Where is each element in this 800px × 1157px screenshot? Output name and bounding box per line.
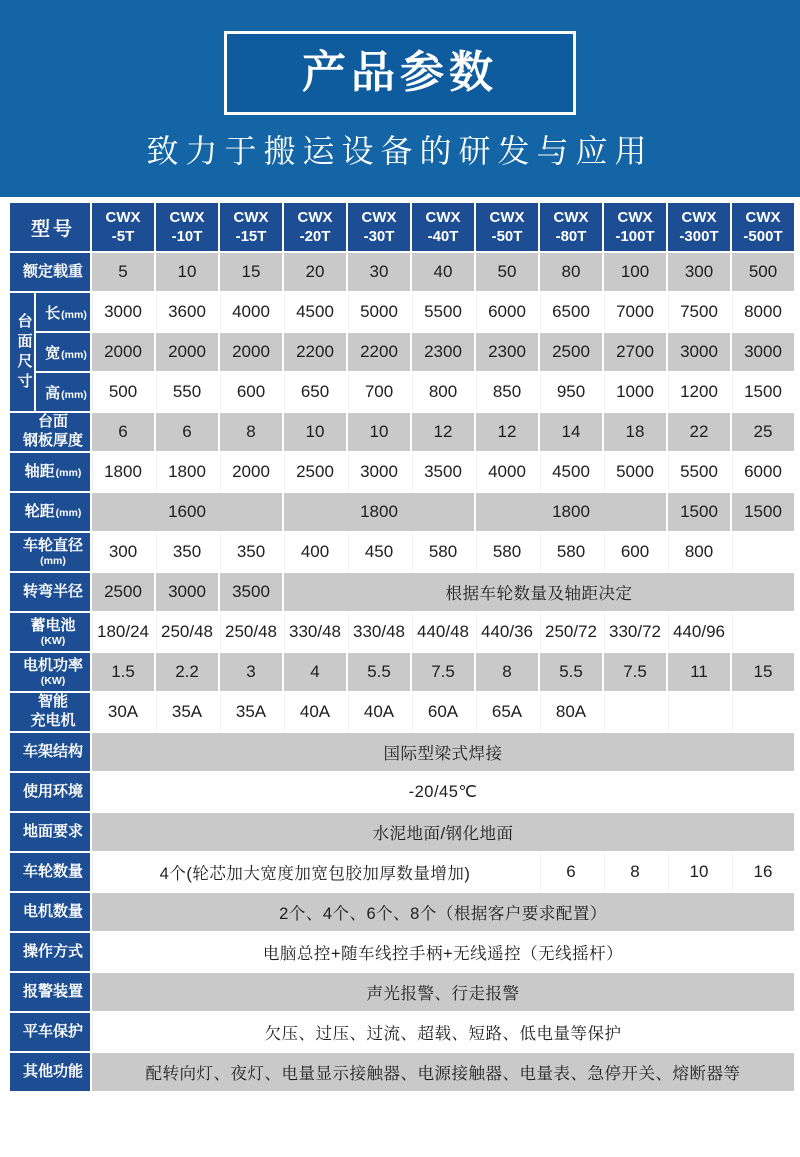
row-label-text xyxy=(16,263,90,282)
spec-cell: 3000 xyxy=(156,573,218,611)
spec-cell: 2000 xyxy=(220,333,282,371)
spec-cell: 12 xyxy=(412,413,474,451)
spec-cell: 4000 xyxy=(220,293,282,331)
table-row xyxy=(10,453,794,491)
spec-cell: 水泥地面/钢化地面 xyxy=(92,813,794,851)
spec-cell: 6000 xyxy=(476,293,538,331)
spec-cell: 2300 xyxy=(412,333,474,371)
row-label-line: 长(mm) xyxy=(45,304,87,322)
row-label-text xyxy=(16,783,90,802)
row-label-line: 车轮数量 xyxy=(23,862,84,880)
model-name-line2: -500T xyxy=(743,228,783,245)
spec-cell: 2000 xyxy=(220,453,282,491)
spec-cell: 350 xyxy=(156,533,218,571)
spec-cell: 800 xyxy=(668,533,730,571)
row-label-line: 额定载重 xyxy=(23,262,84,280)
spec-cell: 10 xyxy=(348,413,410,451)
spec-cell: 1.5 xyxy=(92,653,154,691)
spec-cell: 8000 xyxy=(732,293,794,331)
row-label-line: 蓄电池 xyxy=(30,616,76,634)
row-label xyxy=(10,413,90,451)
row-label-text xyxy=(16,537,90,567)
spec-cell: 650 xyxy=(284,373,346,411)
spec-cell: 330/72 xyxy=(604,613,666,651)
row-label-line: 智能 xyxy=(38,693,69,711)
spec-cell: 1800 xyxy=(92,453,154,491)
row-label-text xyxy=(16,1023,90,1042)
spec-cell: 5.5 xyxy=(348,653,410,691)
model-name-line2: -50T xyxy=(491,228,523,245)
table-row xyxy=(10,293,794,331)
row-label-text xyxy=(16,863,90,882)
spec-cell: 1800 xyxy=(284,493,474,531)
spec-cell: 7500 xyxy=(668,293,730,331)
spec-cell: 35A xyxy=(220,693,282,731)
row-label-line: 转弯半径 xyxy=(23,582,84,600)
model-name-line1: CWX xyxy=(169,208,205,226)
spec-cell: 500 xyxy=(92,373,154,411)
row-label xyxy=(10,893,90,931)
model-name-line1: CWX xyxy=(233,208,269,226)
row-label-line: 平车保护 xyxy=(23,1022,84,1040)
model-name-line1: CWX xyxy=(553,208,589,226)
row-label-unit: (KW) xyxy=(40,634,66,647)
spec-cell: 350 xyxy=(220,533,282,571)
spec-cell: 2200 xyxy=(348,333,410,371)
spec-cell: 2300 xyxy=(476,333,538,371)
spec-cell: 580 xyxy=(412,533,474,571)
spec-cell: 40A xyxy=(284,693,346,731)
row-label xyxy=(10,973,90,1011)
spec-cell: 3500 xyxy=(412,453,474,491)
spec-cell: 30 xyxy=(348,253,410,291)
row-label xyxy=(10,733,90,771)
spec-table xyxy=(8,201,796,1093)
row-label-text xyxy=(42,302,90,323)
table-row xyxy=(10,493,794,531)
spec-cell: 250/48 xyxy=(220,613,282,651)
spec-cell: 300 xyxy=(92,533,154,571)
spec-cell: 2个、4个、6个、8个（根据客户要求配置） xyxy=(92,893,794,931)
spec-cell: 8 xyxy=(220,413,282,451)
table-row xyxy=(10,853,794,891)
row-label xyxy=(10,1053,90,1091)
group-label-text xyxy=(16,312,34,393)
table-row xyxy=(10,373,794,411)
spec-cell: 1800 xyxy=(476,493,666,531)
banner-subtitle: 致力于搬运设备的研发与应用 xyxy=(146,133,654,169)
spec-cell: 950 xyxy=(540,373,602,411)
spec-cell: 14 xyxy=(540,413,602,451)
model-header xyxy=(476,203,538,251)
model-header xyxy=(284,203,346,251)
spec-cell: 根据车轮数量及轴距决定 xyxy=(284,573,794,611)
spec-cell: 330/48 xyxy=(348,613,410,651)
spec-cell: 电脑总控+随车线控手柄+无线遥控（无线摇杆） xyxy=(92,933,794,971)
spec-cell: 35A xyxy=(156,693,218,731)
spec-cell: 4 xyxy=(284,653,346,691)
model-name-line2: -20T xyxy=(299,228,331,245)
row-label-line: 使用环境 xyxy=(23,782,84,800)
spec-cell: 8 xyxy=(476,653,538,691)
model-name-line1: CWX xyxy=(361,208,397,226)
spec-cell xyxy=(732,693,794,731)
model-header xyxy=(668,203,730,251)
spec-cell: 450 xyxy=(348,533,410,571)
model-name-line2: -100T xyxy=(615,228,655,245)
spec-cell: 440/96 xyxy=(668,613,730,651)
table-row xyxy=(10,733,794,771)
row-label-line: 宽(mm) xyxy=(45,344,87,362)
row-label-text xyxy=(16,463,90,482)
table-row xyxy=(10,533,794,571)
spec-cell: 15 xyxy=(220,253,282,291)
row-label-line: 车架结构 xyxy=(23,742,84,760)
spec-cell: 3000 xyxy=(732,333,794,371)
spec-cell: 65A xyxy=(476,693,538,731)
model-name-line2: -300T xyxy=(679,228,719,245)
spec-cell: 700 xyxy=(348,373,410,411)
row-label-text xyxy=(16,503,90,522)
spec-cell: 2.2 xyxy=(156,653,218,691)
spec-cell: 4500 xyxy=(284,293,346,331)
spec-cell: 3 xyxy=(220,653,282,691)
model-name-line1: CWX xyxy=(745,208,781,226)
spec-cell: 6 xyxy=(92,413,154,451)
row-label-text xyxy=(16,903,90,922)
spec-cell: 2700 xyxy=(604,333,666,371)
model-name-line2: -80T xyxy=(555,228,587,245)
row-label-line: 电机功率 xyxy=(23,656,84,674)
spec-cell: 6000 xyxy=(732,453,794,491)
spec-cell xyxy=(732,533,794,571)
model-name-line2: -30T xyxy=(363,228,395,245)
model-name-line2: -40T xyxy=(427,228,459,245)
model-header xyxy=(412,203,474,251)
model-name-line1: CWX xyxy=(617,208,653,226)
spec-cell: 250/48 xyxy=(156,613,218,651)
spec-cell: 18 xyxy=(604,413,666,451)
spec-cell: 15 xyxy=(732,653,794,691)
spec-cell: 5500 xyxy=(668,453,730,491)
spec-cell: 300 xyxy=(668,253,730,291)
model-header xyxy=(540,203,602,251)
spec-cell: 7.5 xyxy=(412,653,474,691)
table-wrapper xyxy=(0,197,800,1093)
model-name-line2: -10T xyxy=(171,228,203,245)
spec-cell: 80 xyxy=(540,253,602,291)
spec-cell: 40 xyxy=(412,253,474,291)
header-row xyxy=(10,203,794,251)
row-label-line: 车轮直径 xyxy=(23,536,84,554)
table-row xyxy=(10,893,794,931)
row-label-line: 操作方式 xyxy=(23,942,84,960)
spec-cell: 1200 xyxy=(668,373,730,411)
table-row xyxy=(10,1013,794,1051)
table-row xyxy=(10,693,794,731)
spec-cell: 5000 xyxy=(348,293,410,331)
spec-cell: 2000 xyxy=(92,333,154,371)
model-name-line1: CWX xyxy=(681,208,717,226)
page-title: 产品参数 xyxy=(302,48,498,97)
model-name-line2: -15T xyxy=(235,228,267,245)
table-row xyxy=(10,773,794,811)
model-header xyxy=(732,203,794,251)
spec-cell xyxy=(668,693,730,731)
spec-cell: 2500 xyxy=(540,333,602,371)
row-label xyxy=(10,933,90,971)
table-row xyxy=(10,613,794,651)
row-label-text xyxy=(16,693,90,731)
row-label-line: 其他功能 xyxy=(23,1062,84,1080)
row-label-line: 台面 xyxy=(38,413,69,431)
row-label xyxy=(10,613,90,651)
row-label xyxy=(36,293,90,331)
spec-cell: 12 xyxy=(476,413,538,451)
spec-cell: 1500 xyxy=(732,493,794,531)
table-row xyxy=(10,573,794,611)
spec-cell: 550 xyxy=(156,373,218,411)
table-row xyxy=(10,333,794,371)
table-row xyxy=(10,253,794,291)
group-label-char: 台 xyxy=(17,312,33,330)
group-label xyxy=(10,293,34,411)
row-label-line: 报警装置 xyxy=(23,982,84,1000)
spec-cell: 250/72 xyxy=(540,613,602,651)
row-label-line: 钢板厚度 xyxy=(23,432,84,449)
spec-cell: 850 xyxy=(476,373,538,411)
spec-cell: 50 xyxy=(476,253,538,291)
spec-cell: 16 xyxy=(732,853,794,891)
row-label-line: 充电机 xyxy=(30,712,76,729)
spec-cell: 4000 xyxy=(476,453,538,491)
spec-cell: 30A xyxy=(92,693,154,731)
spec-cell: 440/36 xyxy=(476,613,538,651)
row-label-text xyxy=(16,1063,90,1082)
spec-cell: 10 xyxy=(156,253,218,291)
spec-cell: 400 xyxy=(284,533,346,571)
model-header xyxy=(604,203,666,251)
group-label-char: 尺 xyxy=(17,353,33,370)
row-label-line: 地面要求 xyxy=(23,822,84,840)
model-header xyxy=(220,203,282,251)
row-label xyxy=(36,333,90,371)
row-label-unit: (mm) xyxy=(40,554,66,567)
spec-cell: -20/45℃ xyxy=(92,773,794,811)
spec-cell: 5000 xyxy=(604,453,666,491)
row-label-text xyxy=(16,823,90,842)
table-row xyxy=(10,813,794,851)
row-label-line: 电机数量 xyxy=(23,902,84,920)
row-label-text xyxy=(42,342,90,363)
title-box xyxy=(224,31,576,115)
table-row xyxy=(10,1053,794,1091)
spec-cell: 声光报警、行走报警 xyxy=(92,973,794,1011)
row-label xyxy=(10,453,90,491)
row-label xyxy=(10,533,90,571)
row-label-text xyxy=(16,743,90,762)
row-label-text xyxy=(16,413,90,451)
spec-cell: 4个(轮芯加大宽度加宽包胶加厚数量增加) xyxy=(92,853,538,891)
spec-cell: 330/48 xyxy=(284,613,346,651)
row-label xyxy=(10,1013,90,1051)
row-label-unit: (mm) xyxy=(61,348,87,361)
model-header xyxy=(348,203,410,251)
spec-cell: 3500 xyxy=(220,573,282,611)
group-label-char: 寸 xyxy=(17,373,33,391)
table-row xyxy=(10,413,794,451)
model-name-line1: CWX xyxy=(489,208,525,226)
row-label-line: 高(mm) xyxy=(45,384,87,402)
model-name-line1: CWX xyxy=(105,208,141,226)
spec-cell: 4500 xyxy=(540,453,602,491)
spec-cell: 80A xyxy=(540,693,602,731)
table-row xyxy=(10,973,794,1011)
spec-cell: 5.5 xyxy=(540,653,602,691)
spec-cell: 580 xyxy=(476,533,538,571)
spec-cell: 3000 xyxy=(348,453,410,491)
spec-cell: 2500 xyxy=(92,573,154,611)
row-label xyxy=(10,853,90,891)
spec-cell: 国际型梁式焊接 xyxy=(92,733,794,771)
spec-cell: 440/48 xyxy=(412,613,474,651)
row-label-text xyxy=(16,583,90,602)
spec-cell: 3600 xyxy=(156,293,218,331)
table-body xyxy=(10,253,794,1091)
row-label-unit: (KW) xyxy=(40,674,66,687)
spec-cell: 180/24 xyxy=(92,613,154,651)
model-name-line1: CWX xyxy=(425,208,461,226)
spec-cell: 7000 xyxy=(604,293,666,331)
spec-cell: 7.5 xyxy=(604,653,666,691)
spec-cell: 6 xyxy=(156,413,218,451)
row-label-line: 轮距(mm) xyxy=(24,502,82,520)
model-column-label-text: 型号 xyxy=(31,218,76,240)
row-label xyxy=(10,693,90,731)
spec-cell: 11 xyxy=(668,653,730,691)
spec-cell: 3000 xyxy=(668,333,730,371)
model-header xyxy=(156,203,218,251)
row-label-text xyxy=(16,983,90,1002)
spec-cell: 10 xyxy=(668,853,730,891)
row-label-text xyxy=(16,657,90,687)
row-label-text xyxy=(16,943,90,962)
spec-cell: 800 xyxy=(412,373,474,411)
spec-cell: 6500 xyxy=(540,293,602,331)
row-label xyxy=(10,773,90,811)
row-label-unit: (mm) xyxy=(55,466,82,479)
spec-cell: 8 xyxy=(604,853,666,891)
spec-cell: 5500 xyxy=(412,293,474,331)
model-column-label xyxy=(10,203,90,251)
spec-cell: 1500 xyxy=(668,493,730,531)
row-label-unit: (mm) xyxy=(55,506,82,519)
spec-cell: 10 xyxy=(284,413,346,451)
row-label xyxy=(10,813,90,851)
spec-cell: 20 xyxy=(284,253,346,291)
spec-cell: 2200 xyxy=(284,333,346,371)
model-header xyxy=(92,203,154,251)
spec-cell: 22 xyxy=(668,413,730,451)
row-label-unit: (mm) xyxy=(61,388,87,401)
model-name-line2: -5T xyxy=(111,228,135,245)
row-label xyxy=(10,253,90,291)
spec-cell: 2000 xyxy=(156,333,218,371)
spec-cell: 60A xyxy=(412,693,474,731)
row-label-text xyxy=(16,617,90,647)
spec-cell: 1600 xyxy=(92,493,282,531)
spec-cell: 40A xyxy=(348,693,410,731)
row-label xyxy=(10,493,90,531)
spec-cell: 欠压、过压、过流、超载、短路、低电量等保护 xyxy=(92,1013,794,1051)
spec-cell: 6 xyxy=(540,853,602,891)
row-label-line: 轴距(mm) xyxy=(24,462,82,480)
spec-cell: 2500 xyxy=(284,453,346,491)
spec-cell: 1500 xyxy=(732,373,794,411)
spec-cell: 配转向灯、夜灯、电量显示接触器、电源接触器、电量表、急停开关、熔断器等 xyxy=(92,1053,794,1091)
spec-cell: 1000 xyxy=(604,373,666,411)
group-label-char: 面 xyxy=(17,332,33,350)
spec-cell: 600 xyxy=(220,373,282,411)
row-label-unit: (mm) xyxy=(61,308,87,321)
spec-cell: 100 xyxy=(604,253,666,291)
row-label-text xyxy=(42,382,90,403)
row-label xyxy=(10,573,90,611)
spec-cell: 5 xyxy=(92,253,154,291)
model-name-line1: CWX xyxy=(297,208,333,226)
spec-cell: 25 xyxy=(732,413,794,451)
table-row xyxy=(10,653,794,691)
spec-cell: 500 xyxy=(732,253,794,291)
banner xyxy=(0,0,800,197)
spec-cell: 3000 xyxy=(92,293,154,331)
spec-cell xyxy=(732,613,794,651)
spec-cell xyxy=(604,693,666,731)
spec-cell: 600 xyxy=(604,533,666,571)
table-head xyxy=(10,203,794,251)
row-label xyxy=(36,373,90,411)
row-label xyxy=(10,653,90,691)
table-row xyxy=(10,933,794,971)
spec-cell: 1800 xyxy=(156,453,218,491)
spec-cell: 580 xyxy=(540,533,602,571)
